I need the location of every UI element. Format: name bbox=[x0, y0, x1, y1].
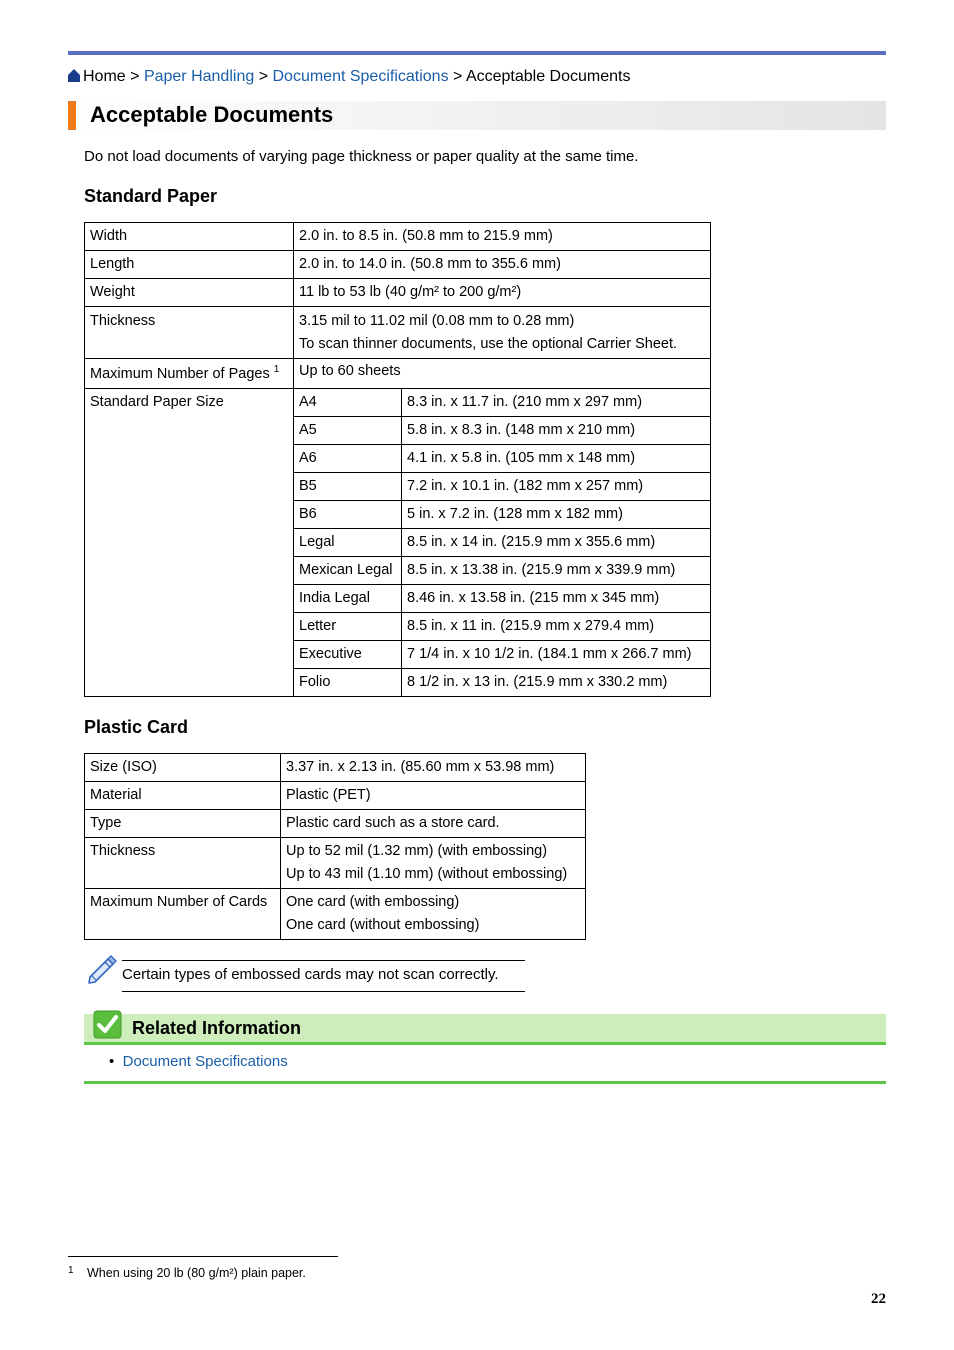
width-label: Width bbox=[85, 223, 294, 251]
max-cards-value bbox=[281, 889, 586, 940]
footnote-rule bbox=[68, 1256, 338, 1257]
paper-size-name: A6 bbox=[294, 445, 402, 473]
table-row bbox=[85, 251, 711, 279]
max-pages-value: Up to 60 sheets bbox=[294, 359, 711, 389]
card-type-label: Type bbox=[85, 810, 281, 838]
paper-size-name: B5 bbox=[294, 473, 402, 501]
paper-size-name: A4 bbox=[294, 389, 402, 417]
card-thickness-embossed: Up to 52 mil (1.32 mm) (with embossing) bbox=[286, 843, 548, 859]
footnote-ref: 1 bbox=[273, 364, 280, 375]
standard-paper-table bbox=[84, 222, 711, 697]
paper-size-dim: 8.5 in. x 11 in. (215.9 mm x 279.4 mm) bbox=[402, 613, 711, 641]
weight-label: Weight bbox=[85, 279, 294, 307]
breadcrumb-document-specifications[interactable]: Document Specifications bbox=[272, 68, 449, 85]
footnote-text: When using 20 lb (80 g/m²) plain paper. bbox=[87, 1266, 306, 1280]
paper-size-name: Executive bbox=[294, 641, 402, 669]
card-thickness-value bbox=[281, 838, 586, 889]
paper-size-name: Letter bbox=[294, 613, 402, 641]
card-thickness-plain: Up to 43 mil (1.10 mm) (without embossing) bbox=[286, 866, 568, 882]
list-item bbox=[109, 1052, 288, 1072]
standard-paper-heading: Standard Paper bbox=[84, 186, 218, 206]
paper-size-dim: 7 1/4 in. x 10 1/2 in. (184.1 mm x 266.7 mm) bbox=[402, 641, 711, 669]
note-top-rule bbox=[122, 960, 525, 961]
home-icon[interactable] bbox=[68, 69, 80, 82]
paper-size-name: B6 bbox=[294, 501, 402, 529]
weight-value: 11 lb to 53 lb (40 g/m² to 200 g/m²) bbox=[294, 279, 711, 307]
paper-size-dim: 4.1 in. x 5.8 in. (105 mm x 148 mm) bbox=[402, 445, 711, 473]
max-cards-plain: One card (without embossing) bbox=[286, 917, 480, 933]
breadcrumb bbox=[68, 67, 630, 87]
max-cards-embossed: One card (with embossing) bbox=[286, 894, 460, 910]
max-pages-label bbox=[85, 359, 294, 389]
page-title: Acceptable Documents bbox=[90, 102, 334, 127]
table-row bbox=[85, 810, 586, 838]
table-row bbox=[85, 389, 711, 417]
thickness-range: 3.15 mil to 11.02 mil (0.08 mm to 0.28 mm) bbox=[299, 313, 575, 329]
paper-size-name: Folio bbox=[294, 669, 402, 697]
card-material-value: Plastic (PET) bbox=[281, 782, 586, 810]
table-row bbox=[85, 838, 586, 889]
breadcrumb-home[interactable]: Home bbox=[83, 68, 126, 85]
card-size-value: 3.37 in. x 2.13 in. (85.60 mm x 53.98 mm) bbox=[281, 754, 586, 782]
paper-size-dim: 7.2 in. x 10.1 in. (182 mm x 257 mm) bbox=[402, 473, 711, 501]
breadcrumb-current: Acceptable Documents bbox=[465, 68, 631, 85]
card-thickness-label: Thickness bbox=[85, 838, 281, 889]
breadcrumb-separator: > bbox=[453, 68, 463, 85]
breadcrumb-paper-handling[interactable]: Paper Handling bbox=[143, 68, 255, 85]
pencil-icon bbox=[86, 953, 118, 985]
table-row bbox=[85, 754, 586, 782]
paper-size-name: A5 bbox=[294, 417, 402, 445]
note-bottom-rule bbox=[122, 991, 525, 992]
paper-size-name: Legal bbox=[294, 529, 402, 557]
table-row bbox=[85, 782, 586, 810]
paper-size-label: Standard Paper Size bbox=[85, 389, 294, 697]
paper-size-dim: 8 1/2 in. x 13 in. (215.9 mm x 330.2 mm) bbox=[402, 669, 711, 697]
related-information-bar bbox=[84, 1014, 886, 1045]
paper-size-dim: 5.8 in. x 8.3 in. (148 mm x 210 mm) bbox=[402, 417, 711, 445]
related-link-document-specifications[interactable]: Document Specifications bbox=[122, 1053, 288, 1070]
title-accent-mark bbox=[68, 101, 76, 130]
max-pages-label-text: Maximum Number of Pages bbox=[90, 366, 270, 382]
card-type-value: Plastic card such as a store card. bbox=[281, 810, 586, 838]
breadcrumb-separator: > bbox=[130, 68, 140, 85]
related-information-title: Related Information bbox=[132, 1018, 302, 1038]
page-number: 22 bbox=[871, 1291, 886, 1307]
paper-size-dim: 5 in. x 7.2 in. (128 mm x 182 mm) bbox=[402, 501, 711, 529]
table-row bbox=[85, 889, 586, 940]
bullet: • bbox=[109, 1053, 115, 1070]
thickness-label: Thickness bbox=[85, 307, 294, 359]
title-bar bbox=[68, 101, 886, 130]
plastic-card-heading: Plastic Card bbox=[84, 717, 189, 737]
length-label: Length bbox=[85, 251, 294, 279]
length-value: 2.0 in. to 14.0 in. (50.8 mm to 355.6 mm) bbox=[294, 251, 711, 279]
top-rule bbox=[68, 51, 886, 55]
intro-text: Do not load documents of varying page thickness or paper quality at the same time. bbox=[84, 148, 639, 165]
table-row bbox=[85, 223, 711, 251]
related-bottom-rule bbox=[84, 1081, 886, 1084]
table-row bbox=[85, 279, 711, 307]
paper-size-name: Mexican Legal bbox=[294, 557, 402, 585]
card-size-label: Size (ISO) bbox=[85, 754, 281, 782]
max-cards-label: Maximum Number of Cards bbox=[85, 889, 281, 940]
thickness-value bbox=[294, 307, 711, 359]
card-material-label: Material bbox=[85, 782, 281, 810]
table-row bbox=[85, 307, 711, 359]
breadcrumb-separator: > bbox=[258, 68, 269, 85]
paper-size-dim: 8.5 in. x 13.38 in. (215.9 mm x 339.9 mm) bbox=[402, 557, 711, 585]
paper-size-dim: 8.3 in. x 11.7 in. (210 mm x 297 mm) bbox=[402, 389, 711, 417]
thickness-note: To scan thinner documents, use the optional Carrier Sheet. bbox=[299, 336, 678, 352]
paper-size-dim: 8.46 in. x 13.58 in. (215 mm x 345 mm) bbox=[402, 585, 711, 613]
paper-size-dim: 8.5 in. x 14 in. (215.9 mm x 355.6 mm) bbox=[402, 529, 711, 557]
note-text: Certain types of embossed cards may not scan correctly. bbox=[122, 966, 499, 983]
footnote-number: 1 bbox=[68, 1265, 74, 1276]
plastic-card-table bbox=[84, 753, 586, 940]
paper-size-name: India Legal bbox=[294, 585, 402, 613]
width-value: 2.0 in. to 8.5 in. (50.8 mm to 215.9 mm) bbox=[294, 223, 711, 251]
table-row bbox=[85, 359, 711, 389]
checkmark-icon bbox=[93, 1010, 122, 1039]
